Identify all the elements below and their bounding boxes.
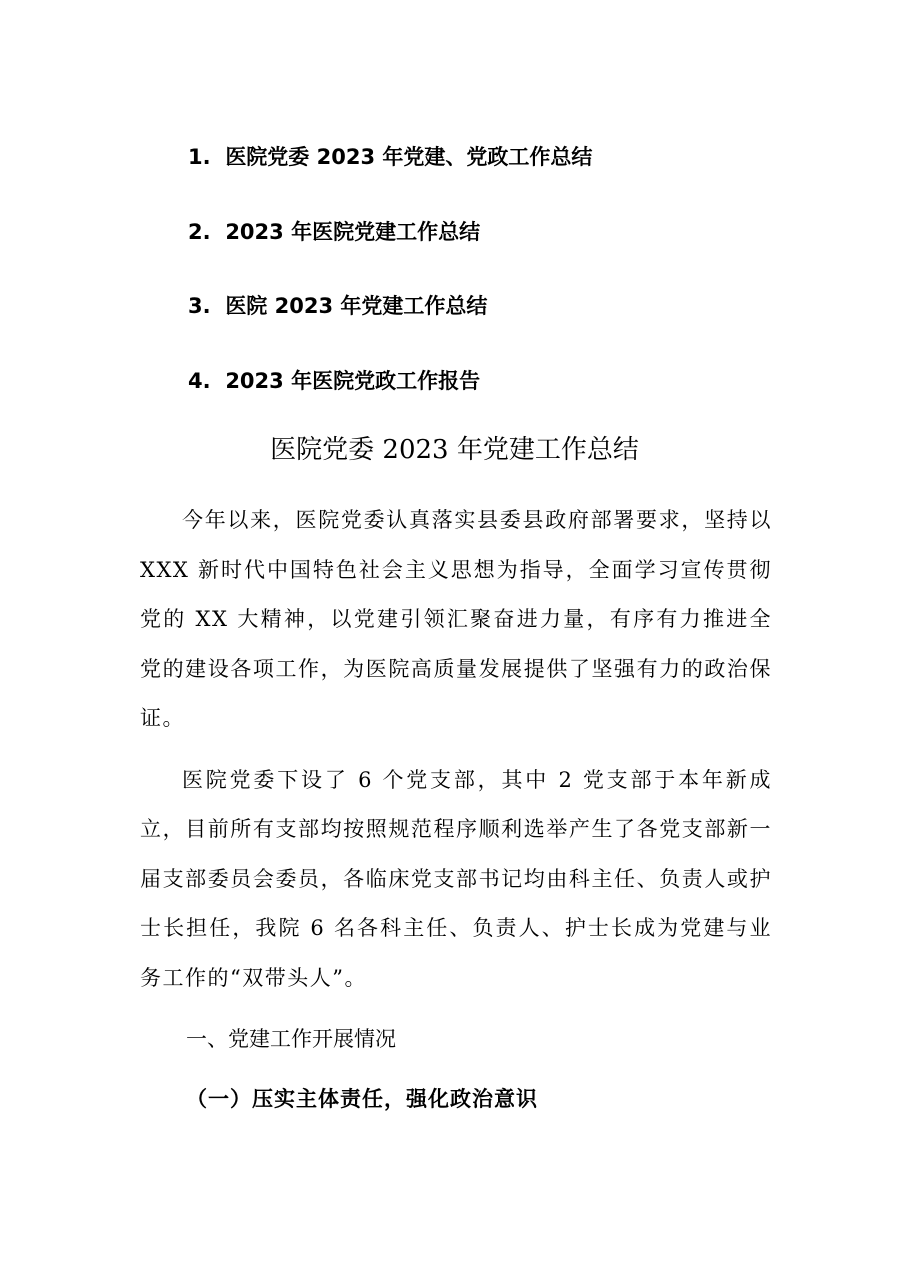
toc-item [188, 138, 828, 213]
document-title: 医院党委 2023 年党建工作总结 [270, 435, 639, 465]
toc-item [188, 213, 828, 288]
toc-item-text: 2023 年医院党建工作总结 [225, 219, 481, 244]
toc-item-text: 医院 2023 年党建工作总结 [225, 294, 488, 318]
section-heading: 一、党建工作开展情况 [186, 1027, 396, 1051]
toc-item-number: 1. [188, 145, 211, 169]
toc-item [188, 362, 828, 437]
toc-item-number: 2. [188, 219, 211, 244]
body-paragraph: 医院党委下设了 6 个党支部，其中 2 党支部于本年新成立，目前所有支部均按照规范程序顺利选举产生了各党支部新一届支部委员会委员，各临床党支部书记均由科主任、负责人或护士长担任，我院 6 名各科主任、负责人、护士长成为党建与业务工作的“双带头人”。 [140, 767, 772, 990]
toc-item-text: 2023 年医院党政工作报告 [225, 368, 481, 393]
body-paragraph: 今年以来，医院党委认真落实县委县政府部署要求，坚持以 XXX 新时代中国特色社会主义思想为指导，全面学习宣传贯彻党的 XX 大精神，以党建引领汇聚奋进力量，有序有力推进全党的建设各项工作，为医院高质量发展提供了坚强有力的政治保证。 [140, 508, 772, 730]
document-body [140, 496, 772, 1124]
toc-item-number: 4. [188, 368, 211, 393]
table-of-contents [188, 138, 828, 436]
subsection-heading: （一）压实主体责任，强化政治意识 [186, 1086, 538, 1111]
toc-item [188, 287, 828, 362]
toc-item-number: 3. [188, 294, 211, 318]
toc-item-text: 医院党委 2023 年党建、党政工作总结 [225, 145, 593, 169]
